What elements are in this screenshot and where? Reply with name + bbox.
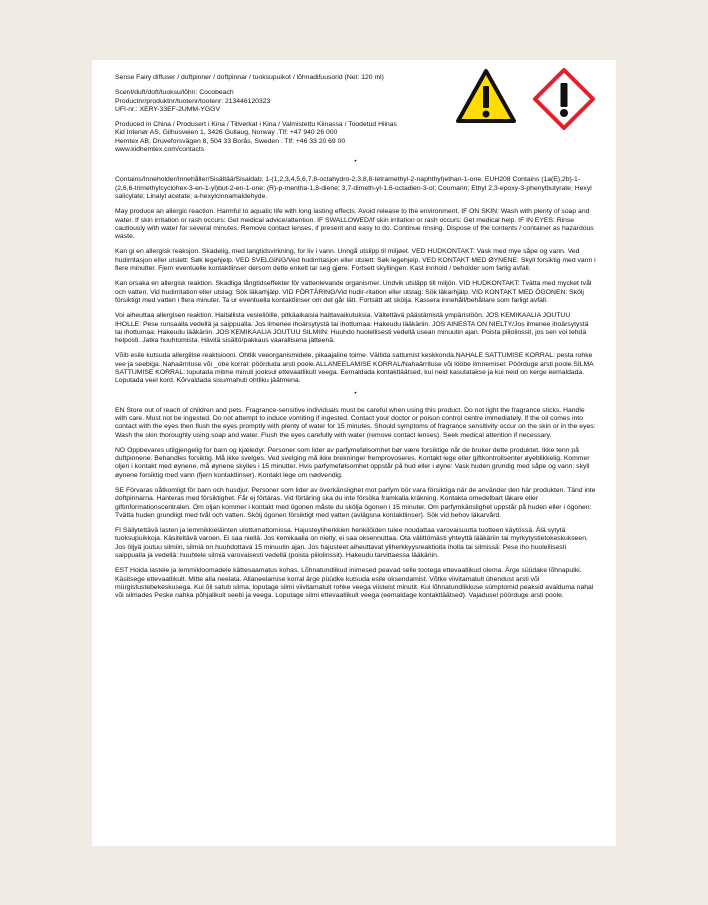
hazard-text-no: Kan gi en allergisk reaksjon. Skadelig, med langtidsvirkning, for liv i vann. Unngå utslipp til miljøet. VED HUDKONTAKT: Vask med mye såpe og vann. Ved hudirritasjon eller utslett: Søk legehjelp. VED SVELGING/Ved hudirritasjon eller utslett: Søk legehjelp. VED KONTAKT MED ØYNENE: Skyll forsiktig med vann i flere minutter. Fjern eventuelle kontaktlinser dersom dette enkelt lar seg gjøre. Fortsett skyllingen. Kast innhold / beholder som farlig avfall. <box>115 248 596 273</box>
producer-info <box>115 121 596 154</box>
warning-triangle-icon <box>455 68 517 124</box>
hazard-text-en: May produce an allergic reaction. Harmful to aquatic life with long lasting effects. Avoid release to the environment. IF ON SKIN: Wash with plenty of soap and water. If skin irritation or rash occurs: Get medical advice/attention. IF SWALLOWED/If skin irritation or rash occurs: Get medical help. IF IN EYES: Rinse cautiously with water for several minutes. Remove contact lenses, if present and easy to do. Continue rinsing. Dispose of the contents / container as hazardous waste. <box>115 208 594 241</box>
contact-url: www.kidhemtex.com/contacts <box>115 146 205 154</box>
safety-text-no: NO Oppbevares utilgjengelig for barn og kjæledyr. Personer som lider av parfymefølsomhet bør være forsiktige når de bruker dette produktet. Ikke tenn på duftpinnene. Behandles forsiktig. Må ikke svelges. Ved svelging må ikke brekninger fremprovoseres. Kontakt lege eller giftkontrollsenter øyeblikkelig. Kommer oljen i kontakt med øynene, må øynene skylles i 15 minutter. Hvis parfymefølsomhet oppstår på hud eller i øyne: Vask huden grundig med såpe og vann: skyll øynene forsiktig med vann (fjern kontaktlinser). Kontakt lege om nødvendig. <box>115 446 590 479</box>
safety-text-se: SE Förvaras oåtkomligt för barn och husdjur. Personer som lider av överkänslighet mot parfym bör vara försiktiga när de använder den här produkten. Tänd inte doftpinnarna. Hanteras med försiktighet. Får ej förtäras. Vid förtäring ska du inte försöka framkalla kräkning. Kontakta omedelbart läkare eller giftinformationscentralen. Om oljan kommer i kontakt med ögonen måste du skölja ögonen i 15 minuter. Om parfymkänslighet uppstår på huden eller i ögonen: Tvätta huden grundligt med tvål och vatten. Skölj ögonen försiktigt med vatten (avlägsna kontaktlinser). Sök vid behov läkarvård. <box>115 486 596 519</box>
product-ids <box>115 89 450 114</box>
origin-line: Produced in China / Produsert i Kina / Tillverkat i Kina / Valmistettu Kiinassa / Toodetud Hiinas <box>115 121 397 129</box>
ingredients-text: Contains/Inneholder/Innehåller/Sisältää/Sisaldab: 1-(1,2,3,4,5,6,7,8-octahydro-2,3,8,8-tetramethyl-2-naphthyl)ethan-1-one. EUH208 Contains (1a(E),2b)-1-(2,6,6-trimethylcyclohex-3-en-1-yl)but-2-en-1-one; (R)-p-mentha-1,8-diene; 3,7-dimeth-yl-1,6-octadien-3-ol; Coumarin; Ethyl 2,3-epoxy-3-phenylbutyrate; Hexyl salicylate; Linalyl acetate; a-hexylcinnamaldehyde. <box>115 176 592 200</box>
separator-dot: • <box>354 158 357 166</box>
safety-text-est: EST Hoida lastele ja lemmikloomadele kättesaamatus kohas. Lõhnatundlikud inimesed peavad selle tootega ettevaatlikud olema. Ärge süüdake lõhnapulki. Käsitsege ettevaatlikult. Mitte alla neelata. Allaneelamise korral ärge püüdke kutsuda esile oksendamist. Võtke viivitamatult ühendust arsti või mürgistustebekeskusega. Kui õli satub silma, loputage silmi viivitamatult rohke veega viisteist minutit. Kui lõhnatundlikkuse sümptomid peaksid avalduma nahal või silmades Peske nahka põhjalikult seebi ja veega. Loputage silmi ettevaatlikult veega (eemaldage kontaktläätsed). Vajadusel pöörduge arsti poole. <box>115 567 594 600</box>
scent-line: Scent/duft/doft/tuoksu/lõhn: Cocobeach <box>115 89 234 97</box>
ufi-number: UFI-nr.: XERY-33EF-2UMM-YGGV <box>115 105 220 113</box>
hazard-text-fi: Voi aiheuttaa allergisen reaktion. Haitallista vesieliöille, pitkäaikaisia haittavaikutuksia. Vältettävä päästämistä ympäristöön. JOS KEMIKAALIA JOUTUU IHOLLE: Pese runsaalla vedellä ja saippualla. Jos ilmenee ihoärsytystä tai ihottumaa: Hakeudu lääkäriin. JOS AINESTA ON NIELTY/Jos ilmenee ihoärsytystä tai ihottumaa: Hakeudu lääkäriin. JOS KEMIKAALIA JOUTUU SILMIIN: Huuhdo huolellisesti vedellä usean minuutin ajan. Poista piilolinssit, jos sen voi tehdä helposti. Jatka huuhtomista. Hävitä sisältö/pakkaus vaarallisena jätteenä. <box>115 312 589 345</box>
warning-pictograms <box>455 68 600 124</box>
ghs-exclamation-icon <box>533 68 595 130</box>
product-number: Productnr/produktnr/tuotenr/tootenr: 213446120323 <box>115 97 271 105</box>
safety-text-en: EN Store out of reach of children and pets. Fragrance-sensitive individuals must be careful when using this product. Do not light the fragrance sticks. Handle with care. Must not be ingested. Do not attempt to induce vomiting if ingested. Contact your doctor or poison control centre immediately. If the oil comes into contact with the eyes then flush the eyes promptly with plenty of water for 15 minutes. Should symptoms of fragrance sensitivity occur on the skin or in the eyes: Wash the skin thoroughly using soap and water. Flush the eyes carefully with water (remove contact lenses). Seek medical attention if necessary. <box>115 406 596 439</box>
product-title: Sense Fairy diffuser / duftpinner / doftpinnar / tuoksupuikot / lõhnadifuusorid (Net: 120 ml) <box>115 74 384 81</box>
safety-text-fi: FI Säilytettävä lasten ja lemmikkieläinten ulottumattomissa. Hajusteyliherkkien henkilöiden tulee noudattaa varovaisuutta tuotteen käytössä. Älä sytytä tuoksupuikkoja. Käsiteltävä varoen. Ei saa niellä. Jos kemikaalia on nielty, ei saa oksennuttaa. Ota välittömästi yhteyttä lääkäriin tai myrkytystietokeskukseen. Jos öljyä joutuu silmiin, silmiä on huuhdottava 15 minuutin ajan. Jos hajusteet aiheuttavat yliherkkyysreaktioita iholla tai silmissä: Pese iho huolellisesti saippualla ja vedellä: huuhtele silmiä varovaisesti vedellä (poista piilolinssit). Hakeudu tarvittaessa lääkäriin. <box>115 527 588 560</box>
kid-address: Kid Interiør AS, Gilhusveien 1, 3426 Gullaug, Norway .Tlf: +47 940 26 000 <box>115 129 338 137</box>
hazard-text-est: Võib esile kutsuda allergilise reaktsiooni. Ohtlik veeorganismidele, pikaajaline toime. Vältida sattumist keskkonda.NAHALE SATTUMISE KORRAL: pesta rohke vee ja seebiga. Nahaärrituse või _obe korral: pöörduda arsti poole.ALLANEELAMISE KORRAL/Nahaärrituse või lööbe ilmnemisel: Pöörduge arsti poole.SILMA SATTUMISE KORRAL: loputada mitme minuti jooksul ettevaatlikult veega. Eemaldada kontaktläätsed, kui neid kasutatakse ja kui neid on kerge eemaldada. Loputada veel kord. Kõrvaldada sisu/mahuti ohtliku jäätmena. <box>115 352 594 385</box>
hazard-text-se: Kan orsaka en allergisk reaktion. Skadliga långtidseffekter för vattenlevande organismer. Undvik utsläpp till miljön. VID HUDKONTAKT: Tvätta med mycket tvål och vatten. Vid hudirritation eller utslag: Sök läkarhjälp. VID FÖRTÄRING/Vid hudir-ritation eller utslag: Sök läkarhjälp. VID KONTAKT MED ÖGONEN: Skölj försiktigt med vatten i flera minuter. Ta ur eventuella kontaktlinser om det går lätt. Fortsätt att skölja. Kassera innehåll/behållare som farligt avfall. <box>115 280 592 304</box>
separator-dot: • <box>354 389 357 397</box>
hemtex-address: Hemtex AB, Druveforsvägen 8, 504 33 Borås, Sweden . Tlf: +46 33 20 69 00 <box>115 137 346 145</box>
label-sheet <box>92 60 616 846</box>
